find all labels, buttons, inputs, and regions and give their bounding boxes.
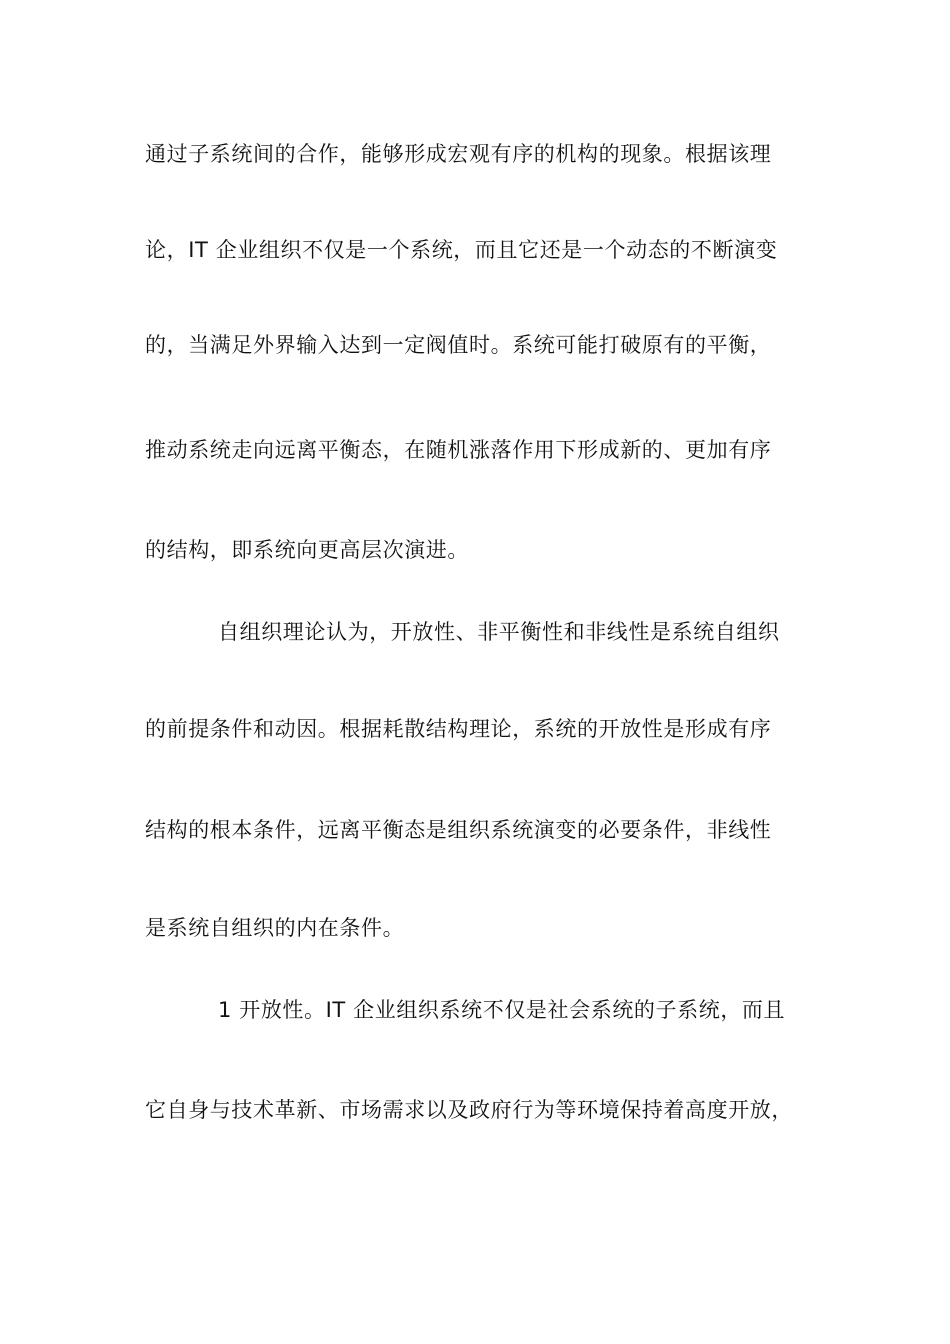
paragraph-start-line-6: 自组织理论认为，开放性、非平衡性和非线性是系统自组织 (218, 620, 780, 644)
text-line-8: 结构的根本条件，远离平衡态是组织系统演变的必要条件，非线性 (145, 818, 772, 842)
text-line-9: 是系统自组织的内在条件。 (145, 916, 405, 940)
text-line-4: 推动系统走向远离平衡态，在随机涨落作用下形成新的、更加有序 (145, 438, 772, 462)
text-line-3: 的，当满足外界输入达到一定阀值时。系统可能打破原有的平衡， (145, 333, 772, 357)
text-line-11: 它自身与技术革新、市场需求以及政府行为等环境保持着高度开放， (145, 1098, 793, 1122)
text-line-7: 的前提条件和动因。根据耗散结构理论，系统的开放性是形成有序 (145, 717, 772, 741)
paragraph-start-line-10: 1 开放性。IT 企业组织系统不仅是社会系统的子系统，而且 (218, 998, 786, 1022)
text-line-5: 的结构，即系统向更高层次演进。 (145, 538, 469, 562)
text-line-1: 通过子系统间的合作，能够形成宏观有序的机构的现象。根据该理 (145, 142, 772, 166)
text-line-2: 论，IT 企业组织不仅是一个系统，而且它还是一个动态的不断演变 (145, 238, 778, 262)
